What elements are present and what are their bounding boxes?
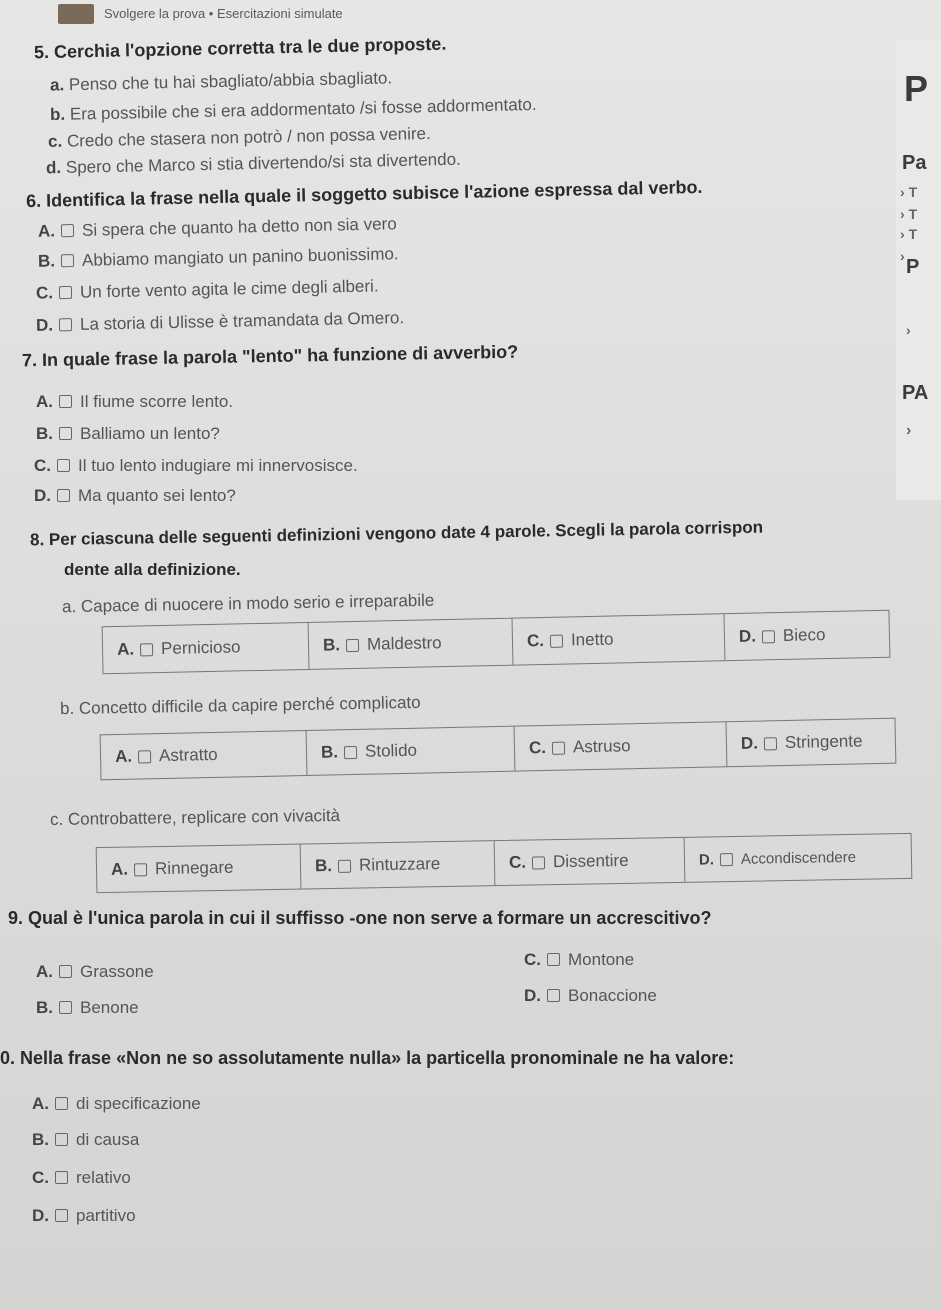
side-item-label: T [908, 226, 918, 242]
checkbox[interactable] [140, 643, 153, 656]
q6-option-c [36, 276, 379, 303]
option-text: La storia di Ulisse è tramandata da Omero. [79, 308, 405, 334]
option-letter: B. [32, 1130, 49, 1149]
checkbox[interactable] [59, 1001, 72, 1014]
option-text: di specificazione [76, 1094, 201, 1113]
option-letter: C. [35, 283, 54, 303]
side-panel-section: P [906, 256, 920, 278]
q10-option-d [32, 1206, 136, 1226]
option-letter: D. [35, 315, 54, 335]
choice-cell[interactable] [307, 727, 516, 775]
checkbox[interactable] [61, 224, 74, 237]
checkbox[interactable] [338, 859, 351, 872]
option-text: Il tuo lento indugiare mi innervosisce. [78, 456, 358, 475]
option-letter: C. [32, 1168, 49, 1187]
breadcrumb: Svolgere la prova • Esercitazioni simulate [104, 6, 343, 21]
checkbox[interactable] [547, 989, 560, 1002]
checkbox[interactable] [59, 286, 72, 299]
checkbox[interactable] [344, 745, 357, 758]
option-text: Montone [568, 950, 635, 969]
q8-item-c-label: c. Controbattere, replicare con vivacità [49, 805, 341, 830]
publisher-logo [58, 4, 94, 24]
side-panel-item[interactable]: › T [900, 226, 918, 242]
choice-letter: D. [698, 850, 715, 869]
side-panel-heading: P [904, 68, 929, 109]
option-text: Grassone [80, 962, 154, 981]
choice-cell[interactable] [309, 619, 514, 669]
option-text: relativo [76, 1168, 131, 1187]
choice-cell[interactable] [685, 834, 912, 882]
choice-text: Astruso [572, 736, 631, 757]
q6-option-d [36, 308, 404, 336]
question-6-title: 6. Identifica la frase nella quale il soggetto subisce l'azione espressa dal verbo. [25, 176, 703, 212]
checkbox[interactable] [138, 750, 151, 763]
choice-text: Bieco [782, 625, 826, 645]
checkbox[interactable] [550, 634, 563, 647]
choice-letter: A. [116, 639, 135, 659]
checkbox[interactable] [57, 489, 70, 502]
option-letter: B. [36, 424, 53, 443]
option-letter: a. [49, 75, 65, 95]
checkbox[interactable] [57, 459, 70, 472]
option-text: Benone [80, 998, 139, 1017]
q9-option-d [524, 986, 657, 1006]
q8-item-a-table [102, 610, 891, 674]
option-letter: A. [36, 962, 53, 981]
option-text: Balliamo un lento? [80, 424, 220, 443]
checkbox[interactable] [532, 856, 545, 869]
option-letter: C. [34, 456, 51, 475]
option-text: Spero che Marco si stia divertendo/si sta divertendo. [65, 149, 461, 177]
option-text: Abbiamo mangiato un panino buonissimo. [81, 244, 399, 270]
question-10-title: 0. Nella frase «Non ne so assolutamente nulla» la particella pronominale ne ha valore: [0, 1048, 735, 1068]
side-panel-section: PA [902, 382, 929, 404]
choice-letter: C. [526, 630, 545, 651]
choice-cell[interactable] [301, 841, 496, 888]
q10-option-b [32, 1130, 139, 1150]
option-letter: b. [49, 104, 66, 125]
checkbox[interactable] [55, 1097, 68, 1110]
side-panel-section: Pa [902, 152, 927, 174]
choice-text: Pernicioso [160, 637, 241, 659]
option-text: Credo che stasera non potrò / non possa venire. [66, 123, 431, 151]
option-text: Bonaccione [568, 986, 657, 1005]
choice-text: Stolido [364, 740, 418, 761]
checkbox[interactable] [762, 630, 775, 643]
q5-option-c [48, 124, 431, 152]
choice-cell[interactable] [495, 838, 686, 885]
checkbox[interactable] [59, 965, 72, 978]
q9-option-c [524, 950, 634, 970]
q5-option-d [46, 150, 461, 179]
side-item-label: T [908, 206, 918, 222]
option-letter: D. [34, 486, 51, 505]
side-panel-item[interactable]: › [906, 422, 912, 439]
choice-text: Stringente [784, 731, 863, 752]
q9-option-a [36, 962, 154, 982]
checkbox[interactable] [55, 1171, 68, 1184]
choice-cell[interactable] [726, 719, 895, 767]
q6-option-b [38, 244, 399, 272]
side-panel-item[interactable]: › T [900, 184, 918, 200]
option-letter: D. [32, 1206, 49, 1225]
choice-letter: B. [314, 856, 333, 876]
choice-letter: D. [740, 733, 759, 753]
checkbox[interactable] [59, 318, 72, 331]
option-letter: d. [45, 158, 62, 178]
choice-text: Maldestro [366, 633, 442, 654]
option-text: di causa [76, 1130, 140, 1149]
choice-cell[interactable] [103, 623, 310, 673]
option-text: Il fiume scorre lento. [80, 392, 234, 411]
option-letter: A. [36, 392, 53, 411]
question-8-title-line2: dente alla definizione. [64, 560, 241, 579]
checkbox[interactable] [55, 1209, 68, 1222]
question-9-title: 9. Qual è l'unica parola in cui il suffisso -one non serve a formare un accrescitivo? [8, 908, 712, 928]
q10-option-a [32, 1094, 201, 1114]
option-letter: C. [524, 950, 541, 969]
checkbox[interactable] [720, 853, 733, 866]
choice-text: Rinnegare [154, 857, 234, 879]
q8-item-b-table [100, 718, 897, 781]
checkbox[interactable] [59, 427, 72, 440]
side-panel-item[interactable]: › [906, 322, 911, 338]
q7-option-a [36, 392, 233, 412]
choice-text: Dissentire [552, 850, 629, 872]
choice-cell[interactable] [724, 611, 885, 660]
checkbox[interactable] [59, 395, 72, 408]
side-panel [896, 40, 941, 500]
choice-letter: C. [528, 737, 547, 758]
checkbox[interactable] [547, 953, 560, 966]
choice-cell[interactable] [97, 845, 302, 893]
option-letter: c. [47, 131, 63, 152]
option-letter: A. [37, 221, 56, 241]
choice-text: Rintuzzare [358, 854, 441, 875]
q8-item-b-label: b. Concetto difficile da capire perché complicato [59, 692, 421, 719]
option-text: Si spera che quanto ha detto non sia vero [81, 214, 397, 240]
option-text: Un forte vento agita le cime degli alberi. [79, 276, 379, 302]
checkbox[interactable] [55, 1133, 68, 1146]
q8-item-a-label: a. Capace di nuocere in modo serio e irreparabile [61, 590, 435, 617]
q7-option-c [34, 456, 358, 476]
choice-cell[interactable] [515, 722, 728, 770]
choice-letter: A. [110, 859, 129, 879]
q8-item-c-table [96, 833, 913, 893]
option-letter: B. [36, 998, 53, 1017]
question-5-title: 5. Cerchia l'opzione corretta tra le due proposte. [33, 33, 447, 63]
side-item-label: T [908, 184, 918, 200]
choice-cell[interactable] [101, 731, 308, 779]
q7-option-d [34, 486, 236, 506]
checkbox[interactable] [552, 741, 565, 754]
q5-option-a [50, 68, 393, 95]
side-panel-item[interactable]: › T [900, 206, 918, 222]
choice-letter: B. [322, 635, 341, 655]
option-letter: B. [37, 251, 56, 271]
choice-letter: D. [738, 626, 757, 646]
checkbox[interactable] [346, 638, 359, 651]
option-letter: D. [524, 986, 541, 1005]
option-letter: A. [32, 1094, 49, 1113]
choice-text: Inetto [570, 629, 614, 650]
q9-option-b [36, 998, 139, 1018]
choice-text: Astratto [158, 744, 218, 766]
checkbox[interactable] [764, 737, 777, 750]
choice-letter: A. [114, 746, 133, 767]
q7-option-b [36, 424, 220, 444]
q10-option-c [32, 1168, 131, 1188]
q5-option-b [50, 95, 537, 125]
checkbox[interactable] [134, 863, 147, 876]
q6-option-a [38, 214, 397, 242]
option-text: Ma quanto sei lento? [78, 486, 236, 505]
checkbox[interactable] [61, 254, 74, 267]
choice-cell[interactable] [513, 614, 726, 664]
choice-letter: B. [320, 742, 339, 762]
choice-letter: C. [508, 852, 527, 872]
choice-text: Accondiscendere [740, 848, 857, 868]
option-text: partitivo [76, 1206, 136, 1225]
option-text: Penso che tu hai sbagliato/abbia sbagliato. [68, 68, 393, 95]
question-8-title-line1: 8. Per ciascuna delle seguenti definizioni vengono date 4 parole. Scegli la parola corrispon [29, 517, 764, 550]
side-panel-item[interactable]: › [900, 248, 905, 264]
option-text: Era possibile che si era addormentato /si fosse addormentato. [69, 94, 537, 124]
question-7-title: 7. In quale frase la parola "lento" ha funzione di avverbio? [21, 341, 519, 371]
